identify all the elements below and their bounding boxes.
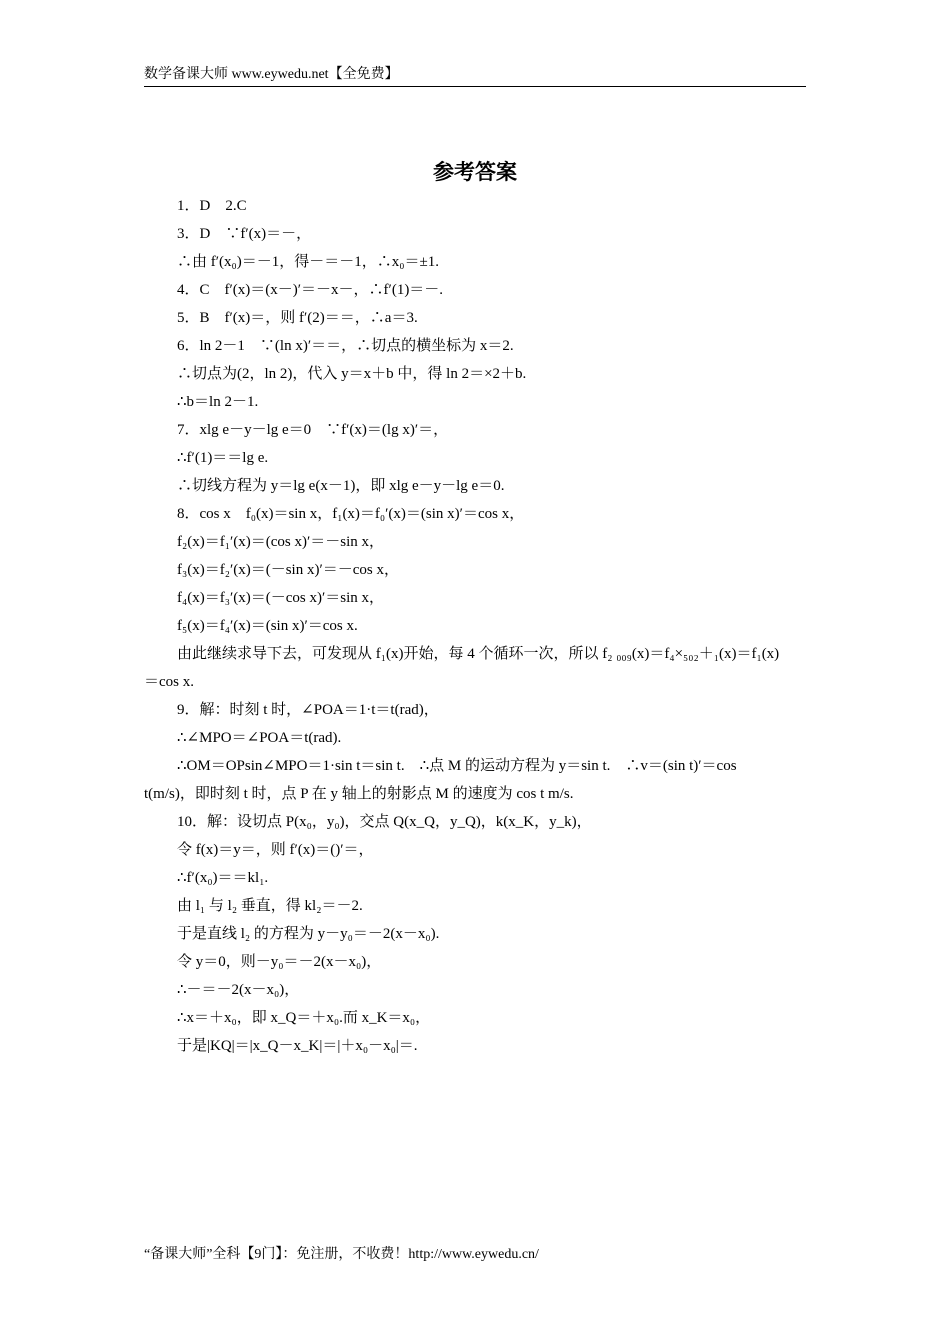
answer-line: 由此继续求导下去，可发现从 f₁(x)开始，每 4 个循环一次，所以 f₂ ₀₀₉(x)＝f₄×₅₀₂＋₁(x)＝f₁(x)	[177, 646, 780, 662]
answer-line: 1．D 2.C	[177, 198, 247, 214]
answer-line: 令 y＝0，则－y₀＝－2(x－x₀)，	[177, 954, 382, 970]
answer-line: 令 f(x)＝y＝，则 f′(x)＝()′＝，	[177, 842, 374, 858]
answer-line: ∴f′(1)＝＝lg e.	[177, 450, 269, 466]
answer-line: f₄(x)＝f₃′(x)＝(－cos x)′＝sin x，	[177, 590, 384, 606]
answer-line: 5．B f′(x)＝，则 f′(2)＝＝，∴a＝3.	[177, 310, 418, 326]
answer-line: t(m/s)，即时刻 t 时，点 P 在 y 轴上的射影点 M 的速度为 cos t m/s.	[144, 786, 574, 802]
answer-line: f₅(x)＝f₄′(x)＝(sin x)′＝cos x.	[177, 618, 358, 634]
answer-line: ∴f′(x₀)＝＝kl₁.	[177, 870, 269, 886]
answer-line: 由 l₁ 与 l₂ 垂直，得 kl₂＝－2.	[177, 898, 363, 914]
page-header: 数学备课大师 www.eywedu.net【全免费】	[144, 66, 806, 87]
answer-line: 9．解：时刻 t 时，∠POA＝1·t＝t(rad)，	[177, 702, 439, 718]
answer-line: 4．C f′(x)＝(x－)′＝－x－，∴f′(1)＝－.	[177, 282, 444, 298]
answer-line: ∴由 f′(x₀)＝－1，得－＝－1，∴x₀＝±1.	[177, 254, 439, 270]
answer-line: f₃(x)＝f₂′(x)＝(－sin x)′＝－cos x，	[177, 562, 399, 578]
answer-line: ∴b＝ln 2－1.	[177, 394, 259, 410]
answer-line: 于是直线 l₂ 的方程为 y－y₀＝－2(x－x₀).	[177, 926, 440, 942]
answer-list	[0, 192, 950, 1060]
answer-line: 于是|KQ|＝|x_Q－x_K|＝|＋x₀－x₀|＝.	[177, 1038, 418, 1054]
page-footer: “备课大师”全科【9门】：免注册，不收费！http://www.eywedu.cn/	[144, 1247, 539, 1262]
page-title: 参考答案	[433, 160, 517, 184]
answer-line: ∴OM＝OPsin∠MPO＝1·sin t＝sin t. ∴点 M 的运动方程为 y＝sin t. ∴v＝(sin t)′＝cos	[177, 758, 737, 774]
answer-line: ＝cos x.	[144, 674, 194, 690]
answer-line: 6．ln 2－1 ∵(ln x)′＝＝，∴切点的横坐标为 x＝2.	[177, 338, 514, 354]
answer-line: ∴x＝＋x₀，即 x_Q＝＋x₀.而 x_K＝x₀，	[177, 1010, 431, 1026]
answer-line: ∴切线方程为 y＝lg e(x－1)，即 xlg e－y－lg e＝0.	[177, 478, 505, 494]
answer-line: ∴－＝－2(x－x₀)，	[177, 982, 300, 998]
answer-line: f₂(x)＝f₁′(x)＝(cos x)′＝－sin x，	[177, 534, 384, 550]
answer-line: ∴∠MPO＝∠POA＝t(rad).	[177, 730, 342, 746]
answer-line: 8．cos x f₀(x)＝sin x，f₁(x)＝f₀′(x)＝(sin x)′＝cos x，	[177, 506, 525, 522]
answer-line: 3．D ∵f′(x)＝－，	[177, 226, 312, 242]
answer-line: ∴切点为(2，ln 2)，代入 y＝x＋b 中，得 ln 2＝×2＋b.	[177, 366, 527, 382]
answer-line: 10．解：设切点 P(x₀，y₀)，交点 Q(x_Q，y_Q)，k(x_K，y_k)，	[177, 814, 592, 830]
answer-line: 7．xlg e－y－lg e＝0 ∵f′(x)＝(lg x)′＝，	[177, 422, 449, 438]
